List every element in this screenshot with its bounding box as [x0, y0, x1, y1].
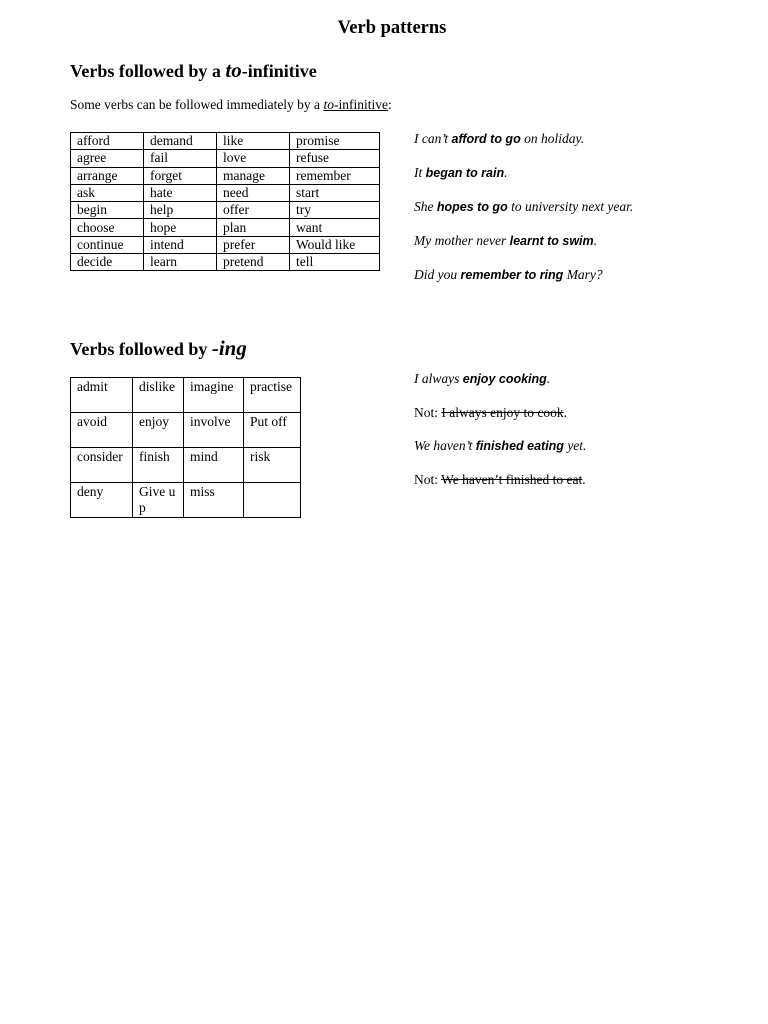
verb-pattern: began to rain: [425, 166, 505, 180]
example-sentence: [414, 371, 550, 387]
section1-heading: [70, 58, 317, 83]
table-cell: enjoy: [133, 413, 184, 448]
to-infinitive-verb-table: [70, 132, 380, 271]
sentence-end: .: [593, 233, 598, 248]
table-cell: prefer: [217, 236, 290, 253]
sentence-end: on holiday.: [520, 131, 585, 146]
table-row: [71, 150, 380, 167]
table-row: [71, 483, 301, 518]
heading-italic: -ing: [211, 336, 247, 360]
verb-pattern: enjoy cooking: [462, 372, 547, 386]
table-cell: pretend: [217, 254, 290, 271]
table-cell: manage: [217, 167, 290, 184]
verb-pattern: afford to go: [451, 132, 521, 146]
table-cell: plan: [217, 219, 290, 236]
example-sentence: [414, 233, 597, 249]
table-cell: promise: [290, 133, 380, 150]
table-cell: finish: [133, 448, 184, 483]
page-title: Verb patterns: [337, 18, 447, 38]
table-cell: begin: [71, 202, 144, 219]
sentence-end: Mary?: [563, 267, 603, 282]
table-cell: agree: [71, 150, 144, 167]
example-sentence: [414, 131, 584, 147]
heading-suffix: -infinitive: [241, 61, 317, 81]
sentence-start: We haven’t: [414, 438, 476, 453]
table-cell: practise: [244, 378, 301, 413]
table-cell: remember: [290, 167, 380, 184]
table-cell: like: [217, 133, 290, 150]
table-cell: [244, 483, 301, 518]
table-cell: miss: [184, 483, 244, 518]
table-row: [71, 184, 380, 201]
section1-intro: [70, 97, 392, 113]
table-cell: try: [290, 202, 380, 219]
table-cell: demand: [144, 133, 217, 150]
table-cell: choose: [71, 219, 144, 236]
table-row: [71, 202, 380, 219]
intro-underlined: [323, 97, 388, 112]
sentence-start: My mother never: [414, 233, 510, 248]
example-sentence: [414, 438, 586, 454]
verb-pattern: finished eating: [475, 439, 564, 453]
table-row: [71, 448, 301, 483]
sentence-start: I always: [414, 371, 463, 386]
table-cell: imagine: [184, 378, 244, 413]
not-label: Not:: [414, 472, 442, 487]
table-cell: arrange: [71, 167, 144, 184]
table-cell: avoid: [71, 413, 133, 448]
table-cell: Would like: [290, 236, 380, 253]
table-cell: want: [290, 219, 380, 236]
table-cell: offer: [217, 202, 290, 219]
table-cell: deny: [71, 483, 133, 518]
table-cell: decide: [71, 254, 144, 271]
table-cell: hate: [144, 184, 217, 201]
example-sentence: [414, 199, 633, 215]
verb-pattern: learnt to swim: [509, 234, 594, 248]
ing-verb-table: [70, 377, 301, 518]
table-cell: mind: [184, 448, 244, 483]
table-cell: start: [290, 184, 380, 201]
sentence-end: .: [546, 371, 551, 386]
table-cell: involve: [184, 413, 244, 448]
table-cell: tell: [290, 254, 380, 271]
table-row: [71, 254, 380, 271]
table-cell: risk: [244, 448, 301, 483]
table-cell: Put off: [244, 413, 301, 448]
table-cell: refuse: [290, 150, 380, 167]
sentence-end: .: [582, 472, 586, 487]
table-cell: forget: [144, 167, 217, 184]
table-row: [71, 236, 380, 253]
sentence-start: I can’t: [414, 131, 452, 146]
intro-suffix: -infinitive: [333, 97, 388, 112]
sentence-end: to university next year.: [507, 199, 634, 214]
sentence-end: .: [504, 165, 508, 180]
section2-heading: [70, 336, 247, 361]
table-cell: afford: [71, 133, 144, 150]
not-label: Not:: [414, 405, 442, 420]
intro-colon: :: [387, 97, 392, 112]
sentence-start: Did you: [414, 267, 461, 282]
table-cell: dislike: [133, 378, 184, 413]
table-cell: Give up: [133, 483, 184, 518]
table-row: [71, 219, 380, 236]
table-cell: admit: [71, 378, 133, 413]
table-cell: continue: [71, 236, 144, 253]
verb-pattern: remember to ring: [460, 268, 564, 282]
sentence-end: yet.: [563, 438, 587, 453]
table-cell: love: [217, 150, 290, 167]
sentence-start: It: [414, 165, 426, 180]
struck-text: I always enjoy to cook: [441, 405, 564, 420]
counter-example-sentence: [414, 405, 567, 421]
struck-text: We haven’t finished to eat: [441, 472, 583, 487]
table-row: [71, 167, 380, 184]
table-cell: learn: [144, 254, 217, 271]
intro-text: Some verbs can be followed immediately by a: [70, 97, 321, 112]
table-cell: help: [144, 202, 217, 219]
heading-italic: to: [225, 58, 242, 82]
table-cell: fail: [144, 150, 217, 167]
table-cell: ask: [71, 184, 144, 201]
table-cell: intend: [144, 236, 217, 253]
table-row: [71, 378, 301, 413]
intro-italic: to: [323, 97, 334, 112]
example-sentence: [414, 267, 603, 283]
table-cell: need: [217, 184, 290, 201]
example-sentence: [414, 165, 507, 181]
sentence-start: She: [414, 199, 437, 214]
sentence-end: .: [563, 405, 567, 420]
heading-text: Verbs followed by: [70, 339, 208, 359]
table-row: [71, 133, 380, 150]
table-row: [71, 413, 301, 448]
table-cell: consider: [71, 448, 133, 483]
verb-pattern: hopes to go: [436, 200, 508, 214]
table-cell: hope: [144, 219, 217, 236]
counter-example-sentence: [414, 472, 586, 488]
heading-text: Verbs followed by a: [70, 61, 221, 81]
